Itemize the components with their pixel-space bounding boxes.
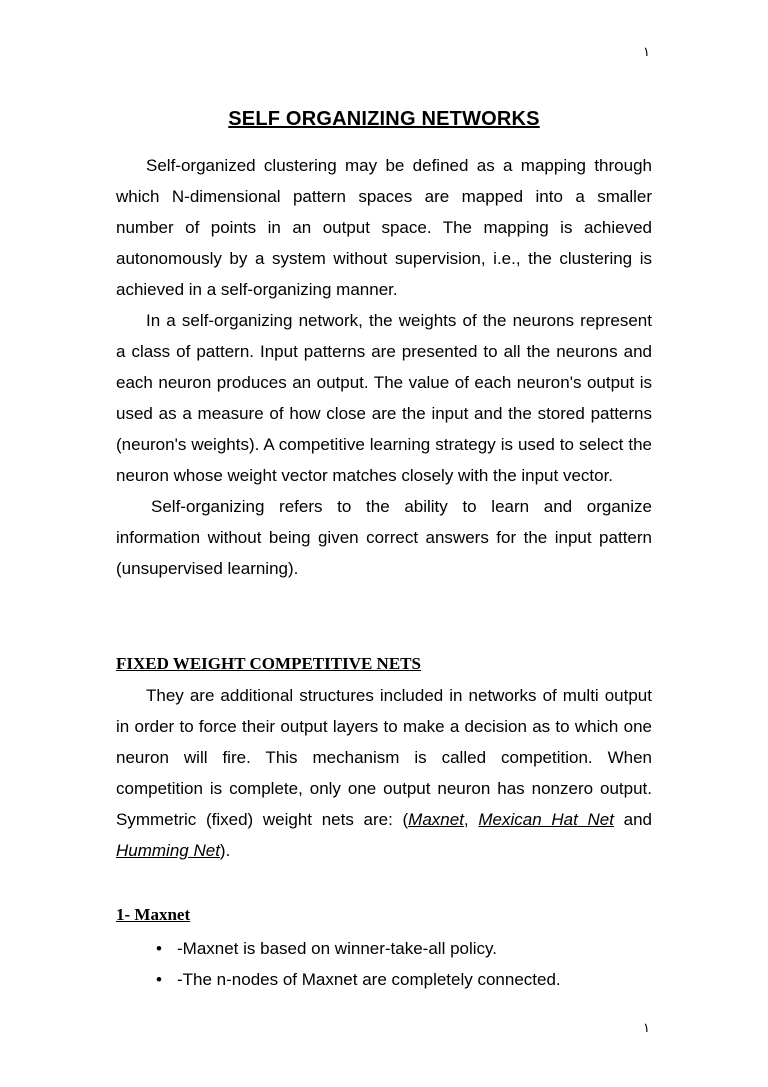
list-item-text: -Maxnet is based on winner-take-all policy. — [177, 939, 497, 958]
mexican-hat-net-link[interactable]: Mexican Hat Net — [478, 810, 614, 829]
section-heading-fixed-weight: FIXED WEIGHT COMPETITIVE NETS — [116, 654, 421, 673]
separator-text: , — [463, 810, 479, 829]
maxnet-bullet-list — [142, 933, 561, 995]
humming-net-link[interactable]: Humming Net — [116, 841, 220, 860]
section-heading-maxnet: 1- Maxnet — [116, 905, 191, 924]
intro-paragraph-1: Self-organized clustering may be defined as a mapping through which N-dimensional pattern spaces are mapped into a smaller number of points in an output space. The mapping is achieved autonomously by a system without supervision, i.e., the clustering is achieved in a self-organizing manner. — [116, 156, 652, 299]
fixed-weight-text: They are additional structures included in networks of multi output in order to force their output layers to make a decision as to which one neuron will fire. This mechanism is called competition. When competition is complete, only one output neuron has nonzero output. Symmetric (fixed) weight nets are: ( — [116, 686, 652, 829]
bullet-icon: • — [156, 970, 162, 989]
bullet-icon: • — [156, 939, 162, 958]
list-item — [142, 964, 561, 995]
fixed-weight-paragraph — [116, 680, 652, 866]
page-number-top: ١ — [643, 44, 650, 59]
page-number-bottom: ١ — [643, 1020, 650, 1035]
list-item — [142, 933, 561, 964]
list-item-text: -The n-nodes of Maxnet are completely connected. — [177, 970, 561, 989]
closing-text: ). — [219, 841, 231, 860]
fixed-weight-section — [116, 680, 652, 866]
maxnet-link[interactable]: Maxnet — [408, 810, 464, 829]
intro-paragraph-3: Self-organizing refers to the ability to learn and organize information without being given correct answers for the input pattern (unsupervised learning). — [116, 497, 652, 578]
intro-section — [116, 150, 652, 584]
separator-text: and — [613, 810, 652, 829]
intro-paragraph-2: In a self-organizing network, the weights of the neurons represent a class of pattern. Input patterns are presented to all the neurons and each neuron produces an output. The value of each neuron's output is used as a measure of how close are the input and the stored patterns (neuron's weights). A competitive learning strategy is used to select the neuron whose weight vector matches closely with the input vector. — [116, 311, 652, 485]
page-title: SELF ORGANIZING NETWORKS — [228, 108, 540, 130]
